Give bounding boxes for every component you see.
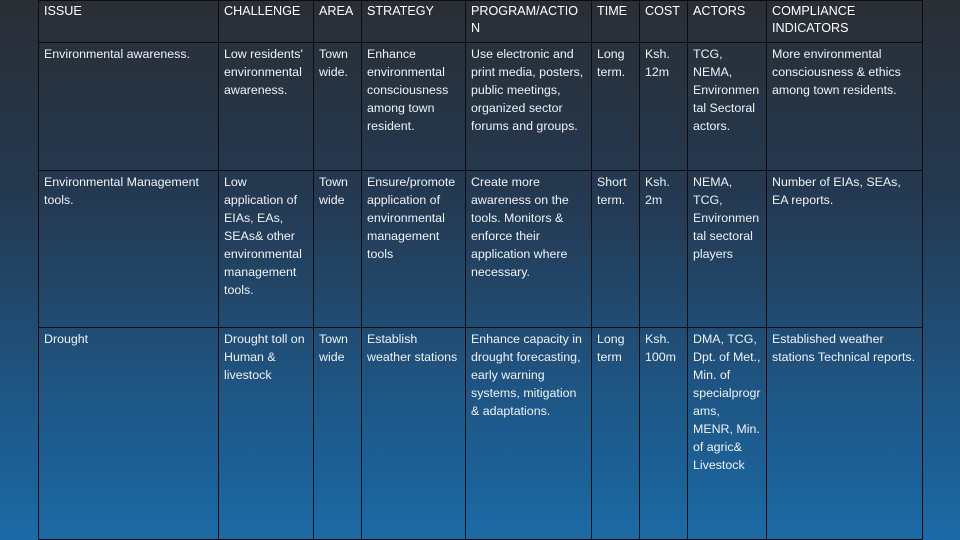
cell-actors: DMA, TCG, Dpt. of Met., Min. of specialprogr ams, MENR, Min. of agric& Livestock <box>688 328 767 540</box>
cell-area: Town wide <box>314 328 362 540</box>
table-row <box>39 171 923 328</box>
cell-area: Town wide. <box>314 43 362 171</box>
header-area: AREA <box>314 1 362 43</box>
cell-issue: Environmental Management tools. <box>39 171 219 328</box>
cell-actors: TCG, NEMA, Environmen tal Sectoral actors. <box>688 43 767 171</box>
header-issue: ISSUE <box>39 1 219 43</box>
cell-time: Long term. <box>592 43 640 171</box>
cell-challenge: Low application of EIAs, EAs, SEAs& other environmental management tools. <box>219 171 314 328</box>
header-challenge: CHALLENGE <box>219 1 314 43</box>
header-cost: COST <box>640 1 688 43</box>
cell-strategy: Ensure/promote application of environmental management tools <box>362 171 466 328</box>
cell-compliance: More environmental consciousness & ethics among town residents. <box>767 43 923 171</box>
cell-actors: NEMA, TCG, Environmen tal sectoral players <box>688 171 767 328</box>
table-row <box>39 43 923 171</box>
header-strategy: STRATEGY <box>362 1 466 43</box>
cell-issue: Drought <box>39 328 219 540</box>
cell-program: Enhance capacity in drought forecasting, early warning systems, mitigation & adaptations. <box>466 328 592 540</box>
cell-cost: Ksh. 12m <box>640 43 688 171</box>
cell-compliance: Number of EIAs, SEAs, EA reports. <box>767 171 923 328</box>
table-row <box>39 328 923 540</box>
cell-program: Create more awareness on the tools. Monitors & enforce their application where necessary. <box>466 171 592 328</box>
header-actors: ACTORS <box>688 1 767 43</box>
table-header-row <box>39 1 923 43</box>
cell-time: Short term. <box>592 171 640 328</box>
environmental-issues-table <box>38 0 923 540</box>
cell-strategy: Establish weather stations <box>362 328 466 540</box>
cell-time: Long term <box>592 328 640 540</box>
cell-strategy: Enhance environmental consciousness among town resident. <box>362 43 466 171</box>
cell-program: Use electronic and print media, posters, public meetings, organized sector forums and groups. <box>466 43 592 171</box>
header-program: PROGRAM/ACTIO N <box>466 1 592 43</box>
cell-challenge: Drought toll on Human & livestock <box>219 328 314 540</box>
cell-area: Town wide <box>314 171 362 328</box>
cell-cost: Ksh. 100m <box>640 328 688 540</box>
cell-compliance: Established weather stations Technical reports. <box>767 328 923 540</box>
header-compliance: COMPLIANCE INDICATORS <box>767 1 923 43</box>
cell-issue: Environmental awareness. <box>39 43 219 171</box>
cell-challenge: Low residents' environmental awareness. <box>219 43 314 171</box>
header-time: TIME <box>592 1 640 43</box>
cell-cost: Ksh. 2m <box>640 171 688 328</box>
